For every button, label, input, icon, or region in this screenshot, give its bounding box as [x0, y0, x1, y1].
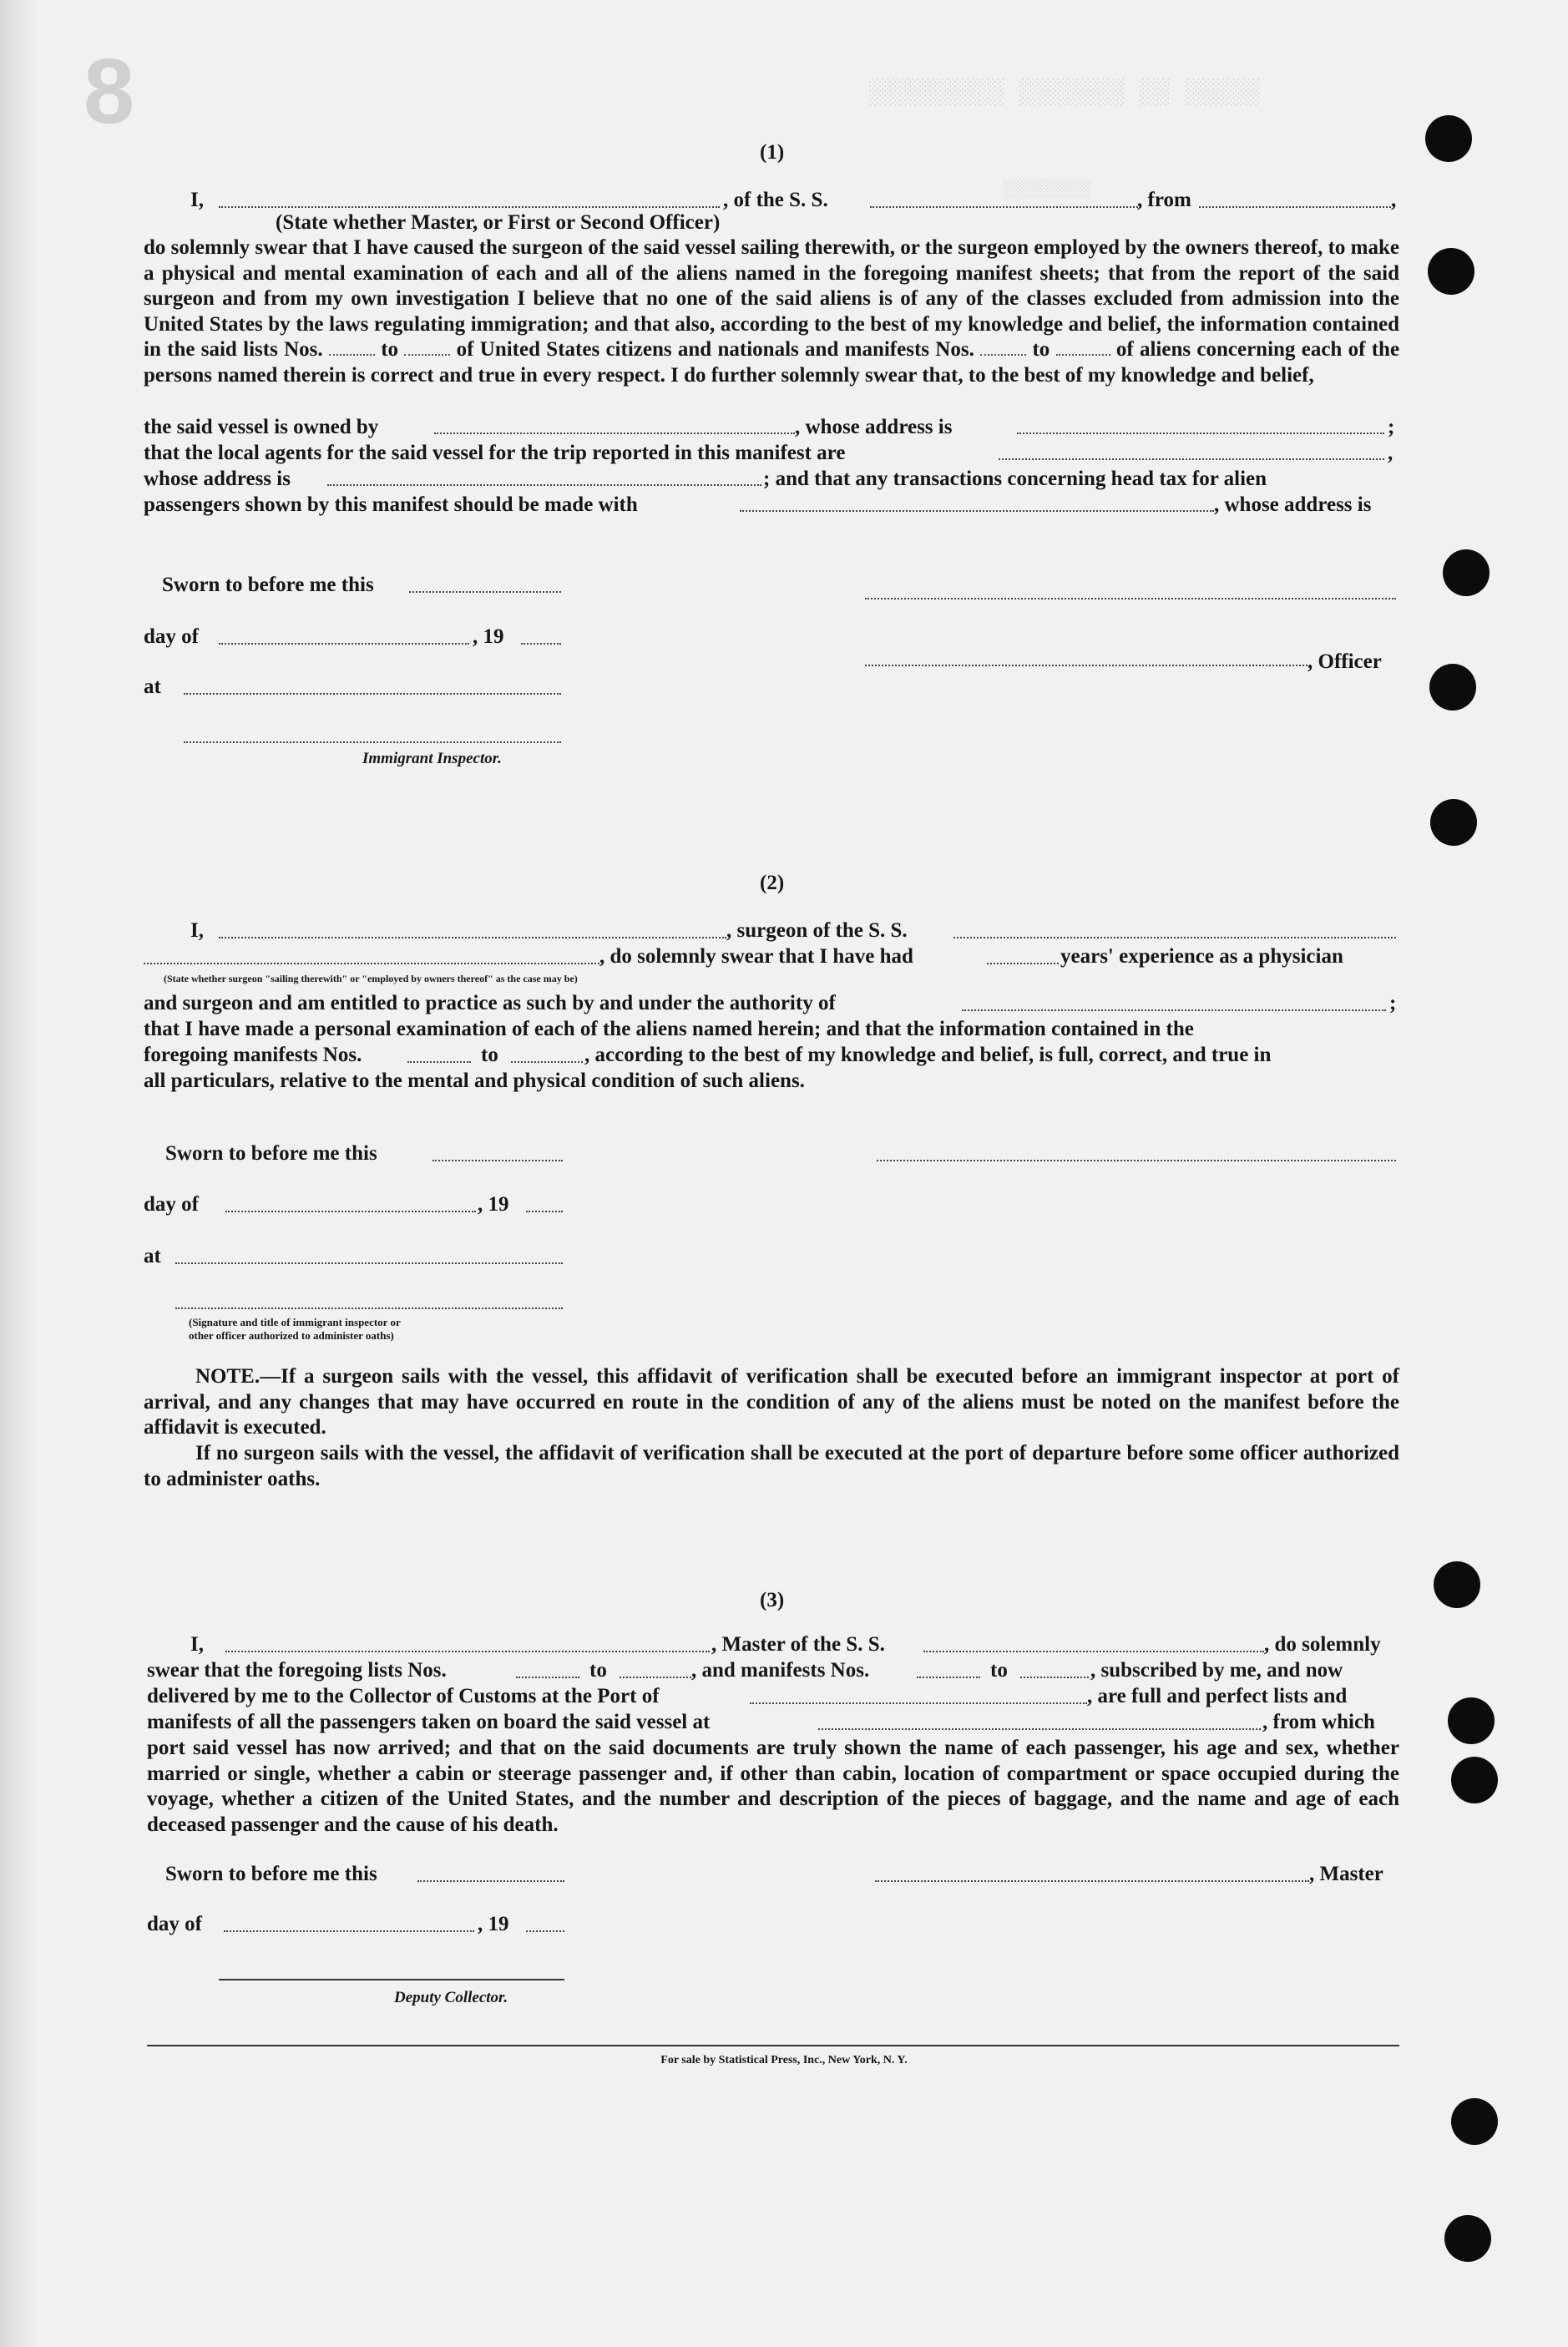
s3-deputy-signature-field[interactable]: [219, 1979, 564, 1980]
page-edge: [0, 0, 37, 2347]
s3-sworn-day-field[interactable]: [417, 1880, 564, 1882]
s1-inspector-signature-field[interactable]: [184, 741, 561, 743]
punch-hole: [1444, 2215, 1491, 2262]
s1-whose-address-label-2: whose address is: [144, 468, 291, 490]
s1-inspector-label: Immigrant Inspector.: [362, 750, 502, 767]
footer-printer-note: For sale by Statistical Press, Inc., New York, N. Y.: [660, 2054, 908, 2066]
s3-do-solemnly-label: , do solemnly: [1264, 1633, 1381, 1656]
s1-from-label: , from: [1137, 189, 1191, 211]
s1-day-of-label: day of: [144, 625, 199, 648]
s1-head-tax-party-field[interactable]: [740, 510, 1214, 512]
s2-day-of-field[interactable]: [225, 1211, 476, 1212]
s2-foregoing-label: foregoing manifests Nos.: [144, 1044, 362, 1066]
s2-at-label: at: [144, 1245, 161, 1267]
s3-full-perfect-label: , are full and perfect lists and: [1087, 1685, 1348, 1707]
s1-at-label: at: [144, 675, 161, 698]
section-number-3: (3): [760, 1589, 785, 1611]
s2-signature-caption-1: (Signature and title of immigrant inspector or: [189, 1316, 401, 1328]
s1-sworn-day-field[interactable]: [409, 591, 561, 593]
s1-officer-label: , Officer: [1308, 650, 1382, 673]
s1-master-name-field[interactable]: [219, 206, 720, 208]
s1-of-ss-label: , of the S. S.: [723, 189, 828, 211]
s1-head-tax-label: ; and that any transactions concerning head tax for alien: [763, 468, 1267, 490]
punch-hole: [1425, 115, 1472, 162]
s3-master-of-ss-label: , Master of the S. S.: [711, 1633, 885, 1656]
footer-divider: [147, 2045, 1399, 2046]
s2-to-label: to: [481, 1044, 498, 1066]
s2-i-label: I,: [190, 919, 204, 942]
s1-sworn-label: Sworn to before me this: [162, 574, 374, 596]
s3-year-label: , 19: [478, 1913, 509, 1935]
s1-year-label: , 19: [473, 625, 504, 648]
s2-manifests-from-field[interactable]: [407, 1061, 471, 1063]
s3-manifests-to-field[interactable]: [1020, 1677, 1089, 1678]
s3-master-name-field[interactable]: [225, 1651, 710, 1652]
s2-according-label: , according to the best of my knowledge and belief, is full, correct, and true in: [584, 1044, 1272, 1066]
s1-comma-2: ,: [1388, 442, 1393, 464]
s1-from-port-field[interactable]: [1199, 206, 1391, 208]
s2-signature-caption-2: other officer authorized to administer oaths): [189, 1329, 394, 1342]
s1-officer-signature-extra-line[interactable]: [865, 598, 1396, 599]
s3-and-manifests-label: , and manifests Nos.: [691, 1659, 870, 1682]
s3-delivered-label: delivered by me to the Collector of Customs at the Port of: [147, 1685, 660, 1707]
bleed-through-text: ░░░░░ ░░ ░░░░░░░ ░░░░░░░░░: [868, 79, 1260, 108]
s2-note-paragraph-2: If no surgeon sails with the vessel, the affidavit of verification shall be executed at the port of departure before some officer authorized to administer oaths.: [144, 1442, 1399, 1490]
s1-comma: ,: [1391, 189, 1397, 211]
s1-master-caption: (State whether Master, or First or Second Officer): [276, 211, 721, 234]
s1-manifests-from-field[interactable]: [980, 337, 1026, 356]
s1-local-agents-field[interactable]: [999, 458, 1384, 460]
s1-owned-by-label: the said vessel is owned by: [144, 416, 379, 438]
s1-owner-address-field[interactable]: [1017, 432, 1384, 434]
s1-ship-name-field[interactable]: [870, 206, 1141, 208]
punch-hole: [1448, 1697, 1495, 1744]
s3-master-label: , Master: [1309, 1863, 1383, 1885]
s1-whose-address-label-3: , whose address is: [1214, 493, 1372, 516]
s3-day-of-label: day of: [147, 1913, 202, 1935]
s2-years-experience-label: years' experience as a physician: [1060, 945, 1343, 968]
s1-day-of-field[interactable]: [219, 643, 469, 645]
punch-hole: [1434, 1561, 1480, 1608]
s2-swear-had-label: , do solemnly swear that I have had: [599, 945, 913, 968]
s2-surgeon-status-field[interactable]: [144, 963, 599, 964]
s3-master-signature-field[interactable]: [875, 1880, 1309, 1882]
punch-hole: [1451, 2098, 1498, 2145]
s3-i-label: I,: [190, 1633, 204, 1656]
s3-lists-from-field[interactable]: [516, 1677, 579, 1678]
s2-surgeon-caption: (State whether surgeon "sailing therewith" or "employed by owners thereof" as the case may be): [164, 973, 578, 984]
s3-manifests-from-field[interactable]: [917, 1677, 980, 1678]
s2-manifests-to-field[interactable]: [511, 1061, 583, 1063]
s2-authority-field[interactable]: [962, 1009, 1386, 1011]
section-number-2: (2): [760, 872, 785, 894]
punch-hole: [1428, 248, 1474, 295]
s2-at-field[interactable]: [175, 1262, 563, 1264]
s1-manifests-to-field[interactable]: [1056, 337, 1110, 356]
s2-semicolon: ;: [1389, 992, 1397, 1014]
punch-hole: [1443, 549, 1490, 596]
s2-authority-label: and surgeon and am entitled to practice as such by and under the authority of: [144, 992, 836, 1014]
s3-from-which-label: , from which: [1262, 1711, 1375, 1733]
s3-oath-paragraph: port said vessel has now arrived; and that on the said documents are truly shown the name of each passenger, his age and sex, whether married or single, whether a cabin or steerage passenger and, if other than cabin, location of compartment or space occupied during the voyage, whether a citizen of the United States, and the number and description of the pieces of baggage, and the name and age of each deceased passenger and the cause of his death.: [147, 1737, 1399, 1836]
s1-semicolon: ;: [1388, 416, 1395, 438]
s3-lists-to-field[interactable]: [620, 1677, 691, 1678]
s3-year-field[interactable]: [526, 1930, 564, 1932]
s3-manifests-all-label: manifests of all the passengers taken on board the said vessel at: [147, 1711, 711, 1733]
s2-sworn-label: Sworn to before me this: [165, 1142, 377, 1165]
s3-port-field[interactable]: [750, 1702, 1087, 1704]
bleed-through-text: ░░░░░░░░: [1002, 180, 1090, 200]
punch-hole: [1429, 664, 1476, 711]
s1-local-agents-label: that the local agents for the said vessel for the trip reported in this manifest are: [144, 442, 846, 464]
s2-years-field[interactable]: [987, 963, 1059, 964]
s2-year-field[interactable]: [526, 1211, 563, 1212]
s1-i-label: I,: [190, 189, 204, 211]
s1-lists-to-field[interactable]: [404, 337, 450, 356]
s2-signature-field[interactable]: [175, 1308, 563, 1309]
section-number-1: (1): [760, 141, 785, 164]
s1-lists-from-field[interactable]: [329, 337, 375, 356]
s2-particulars-text: all particulars, relative to the mental and physical condition of such aliens.: [144, 1070, 805, 1092]
s3-to-label: to: [589, 1659, 607, 1682]
s2-year-label: , 19: [478, 1193, 509, 1216]
note-label: NOTE.: [195, 1365, 260, 1388]
s2-surgeon-of-ss-label: , surgeon of the S. S.: [726, 919, 908, 942]
s3-sworn-label: Sworn to before me this: [165, 1863, 377, 1885]
s2-surgeon-signature-field[interactable]: [877, 1160, 1396, 1161]
s1-year-field[interactable]: [521, 643, 561, 645]
s3-swear-lists-label: swear that the foregoing lists Nos.: [147, 1659, 447, 1682]
s1-at-field[interactable]: [184, 693, 561, 695]
faint-stamp-mark: 8: [83, 40, 135, 143]
s1-officer-signature-field[interactable]: [865, 665, 1311, 666]
s3-day-of-field[interactable]: [224, 1930, 474, 1932]
punch-hole: [1451, 1757, 1498, 1803]
s3-deputy-label: Deputy Collector.: [394, 1989, 508, 2006]
s2-personal-exam-text: that I have made a personal examination of each of the aliens named herein; and that the information contained in the: [144, 1018, 1194, 1040]
s2-surgeon-name-field[interactable]: [219, 937, 726, 938]
s1-agents-address-field[interactable]: [327, 484, 761, 486]
s1-oath-paragraph: do solemnly swear that I have caused the surgeon of the said vessel sailing therewith, or the surgeon employed by the owners thereof, to make a physical and mental examination of each and all of the aliens named in the foregoing manifest sheets; that from the report of the said surgeon and from my own investigation I believe that no one of the said aliens is of any of the classes excluded from admission into the United States by the laws regulating immigration; and that also, according to the best of my knowledge and belief, the information contained in the said lists Nos. to of United States citizens and nationals and manifests Nos. to of aliens concerning each of the persons named therein is correct and true in every respect. I do further solemnly swear that, to the best of my knowledge and belief,: [144, 236, 1400, 387]
s3-subscribed-label: , subscribed by me, and now: [1090, 1659, 1343, 1682]
s1-passengers-label: passengers shown by this manifest should be made with: [144, 493, 638, 516]
s2-note-paragraph: NOTE.—If a surgeon sails with the vessel, this affidavit of verification shall be executed before an immigrant inspector at port of arrival, and any changes that may have occurred en route in the condition of any of the aliens must be noted on the manifest before the affidavit is executed.: [144, 1365, 1399, 1439]
s3-to-label-2: to: [990, 1659, 1008, 1682]
s2-sworn-day-field[interactable]: [432, 1160, 563, 1161]
s3-ship-name-field[interactable]: [923, 1651, 1264, 1652]
s3-embark-port-field[interactable]: [818, 1728, 1261, 1730]
punch-hole: [1430, 799, 1477, 846]
s1-whose-address-label: , whose address is: [795, 416, 953, 438]
s2-ship-name-field[interactable]: [953, 937, 1396, 938]
s1-owner-field[interactable]: [434, 432, 795, 434]
s2-day-of-label: day of: [144, 1193, 199, 1216]
